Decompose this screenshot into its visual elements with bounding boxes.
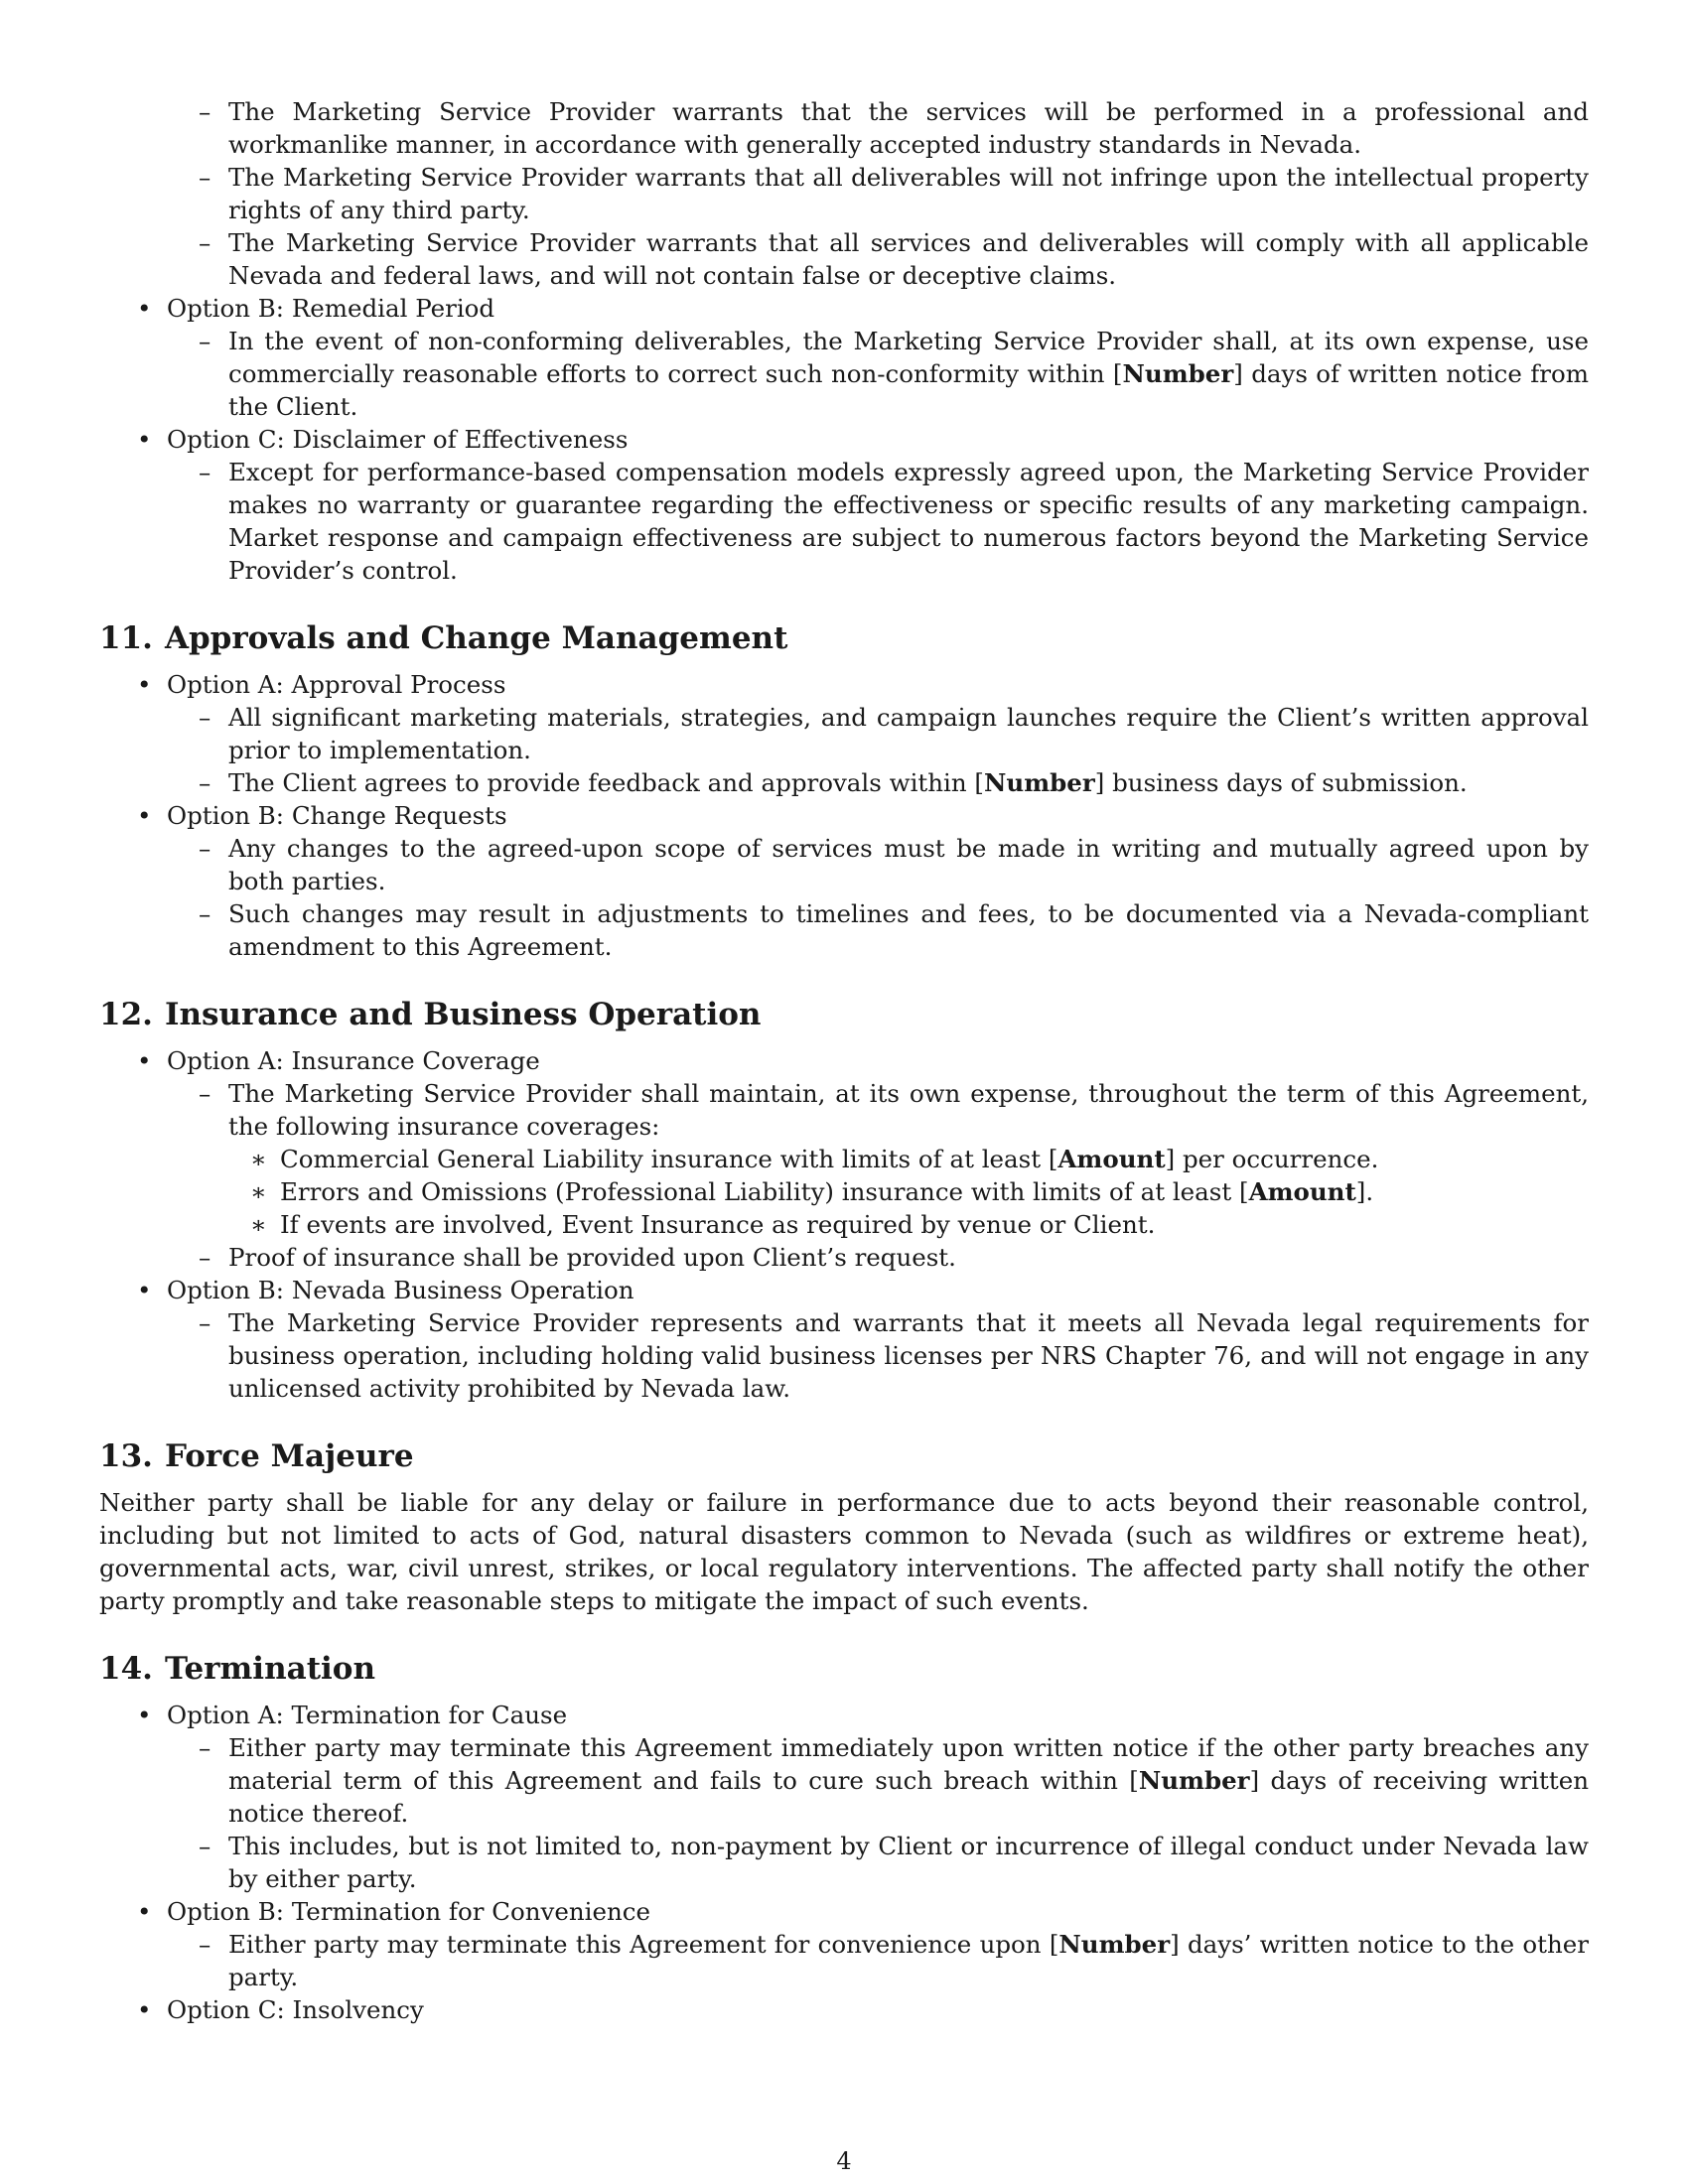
- bullet-marker: •: [137, 425, 152, 454]
- option-item: • Option B: Remedial Period: [137, 294, 495, 323]
- section-heading-11: 11. Approvals and Change Management: [99, 620, 788, 656]
- dash-marker: –: [199, 1832, 211, 1860]
- sub-list-item: ∗ If events are involved, Event Insurance as required by venue or Client.: [250, 1210, 1156, 1239]
- bullet-marker: •: [137, 294, 152, 323]
- bullet-marker: •: [137, 1701, 152, 1729]
- list-item: – The Client agrees to provide feedback and approvals within [Number] business days of submission.: [199, 768, 1468, 797]
- force-majeure-paragraph: Neither party shall be liable for any delay or failure in performance due to acts beyond their reasonable control, including but not limited to acts of God, natural disasters common to Nevada (such as wildfires or extreme heat), governmental acts, war, civil unrest, strikes, or local regulatory interventions. The affected party shall notify the other party promptly and take reasonable steps to mitigate the impact of such events.: [99, 1488, 1589, 1615]
- dash-marker: –: [199, 834, 211, 863]
- dash-marker: –: [199, 97, 211, 126]
- list-item: – This includes, but is not limited to, non-payment by Client or incurrence of illegal conduct under Nevada law by either party.: [199, 1832, 1589, 1893]
- dash-marker: –: [199, 1930, 211, 1959]
- placeholder-amount: Amount: [1248, 1177, 1356, 1206]
- placeholder-amount: Amount: [1057, 1145, 1166, 1173]
- warranty-continuation-list: [99, 95, 1589, 587]
- option-item: • Option A: Termination for Cause: [137, 1701, 568, 1729]
- list-item: – Except for performance-based compensation models expressly agreed upon, the Marketing Service Provider makes no warranty or guarantee regarding the effectiveness or specific results of any marketing campaign. Market response and campaign effectiveness are subject to numerous factors beyond the Marketing Service Provider’s control.: [199, 458, 1589, 585]
- bullet-marker: •: [137, 801, 152, 830]
- bullet-marker: •: [137, 670, 152, 699]
- section-14-list: [99, 1699, 1589, 2026]
- dash-marker: –: [199, 1079, 211, 1108]
- section-11-list: [99, 668, 1589, 963]
- dash-marker: –: [199, 703, 211, 732]
- list-item: – The Marketing Service Provider warrants that the services will be performed in a professional and workmanlike manner, in accordance with generally accepted industry standards in Nevada.: [199, 97, 1589, 159]
- section-heading-12: 12. Insurance and Business Operation: [99, 997, 762, 1032]
- section-heading-13: 13. Force Majeure: [99, 1438, 414, 1474]
- option-item: • Option B: Termination for Convenience: [137, 1897, 650, 1926]
- option-item: • Option B: Nevada Business Operation: [137, 1276, 634, 1304]
- option-item: • Option A: Approval Process: [137, 670, 506, 699]
- dash-marker: –: [199, 1308, 211, 1337]
- list-item: – In the event of non-conforming deliverables, the Marketing Service Provider shall, at its own expense, use commercially reasonable efforts to correct such non-conformity within [Number] days of written notice from the Client.: [199, 327, 1590, 421]
- dash-marker: –: [199, 1243, 211, 1272]
- list-item: – The Marketing Service Provider warrants that all deliverables will not infringe upon the intellectual property rights of any third party.: [199, 163, 1589, 224]
- option-item: • Option B: Change Requests: [137, 801, 507, 830]
- list-item: – Such changes may result in adjustments to timelines and fees, to be documented via a Nevada-compliant amendment to this Agreement.: [199, 899, 1589, 961]
- bullet-marker: •: [137, 1276, 152, 1304]
- placeholder-number: Number: [1122, 359, 1234, 388]
- list-item: – The Marketing Service Provider warrants that all services and deliverables will comply with all applicable Nevada and federal laws, and will not contain false or deceptive claims.: [199, 228, 1589, 290]
- star-marker: ∗: [250, 1210, 267, 1239]
- sub-list-item: ∗ Errors and Omissions (Professional Liability) insurance with limits of at least [Amount].: [250, 1177, 1374, 1206]
- page-number: 4: [836, 2147, 852, 2175]
- list-item: – All significant marketing materials, strategies, and campaign launches require the Client’s written approval prior to implementation.: [199, 703, 1589, 764]
- list-item: – Proof of insurance shall be provided upon Client’s request.: [199, 1243, 956, 1272]
- list-item: – The Marketing Service Provider represents and warrants that it meets all Nevada legal requirements for business operation, including holding valid business licenses per NRS Chapter 76, and will not engage in any unlicensed activity prohibited by Nevada law.: [199, 1308, 1589, 1403]
- option-item: • Option C: Disclaimer of Effectiveness: [137, 425, 629, 454]
- list-item: – The Marketing Service Provider shall maintain, at its own expense, throughout the term of this Agreement, the following insurance coverages:: [199, 1079, 1589, 1141]
- section-heading-14: 14. Termination: [99, 1651, 376, 1687]
- dash-marker: –: [199, 1733, 211, 1762]
- placeholder-number: Number: [984, 768, 1095, 797]
- list-item: – Either party may terminate this Agreement immediately upon written notice if the other party breaches any material term of this Agreement and fails to cure such breach within [Number] days of receiving written notice thereof.: [199, 1733, 1589, 1828]
- dash-marker: –: [199, 768, 211, 797]
- dash-marker: –: [199, 228, 211, 257]
- document-page: [99, 95, 1589, 2026]
- section-12-list: [99, 1044, 1589, 1405]
- bullet-marker: •: [137, 1046, 152, 1075]
- list-item: – Either party may terminate this Agreement for convenience upon [Number] days’ written notice to the other party.: [199, 1930, 1589, 1991]
- dash-marker: –: [199, 327, 211, 355]
- bullet-marker: •: [137, 1995, 152, 2024]
- star-marker: ∗: [250, 1177, 267, 1206]
- list-item: – Any changes to the agreed-upon scope of services must be made in writing and mutually agreed upon by both parties.: [199, 834, 1589, 895]
- dash-marker: –: [199, 458, 211, 486]
- dash-marker: –: [199, 899, 211, 928]
- placeholder-number: Number: [1138, 1766, 1250, 1795]
- bullet-marker: •: [137, 1897, 152, 1926]
- dash-marker: –: [199, 163, 211, 192]
- option-item: • Option C: Insolvency: [137, 1995, 424, 2024]
- sub-list-item: ∗ Commercial General Liability insurance with limits of at least [Amount] per occurrence.: [250, 1145, 1379, 1173]
- placeholder-number: Number: [1058, 1930, 1171, 1959]
- option-item: • Option A: Insurance Coverage: [137, 1046, 540, 1075]
- star-marker: ∗: [250, 1145, 267, 1173]
